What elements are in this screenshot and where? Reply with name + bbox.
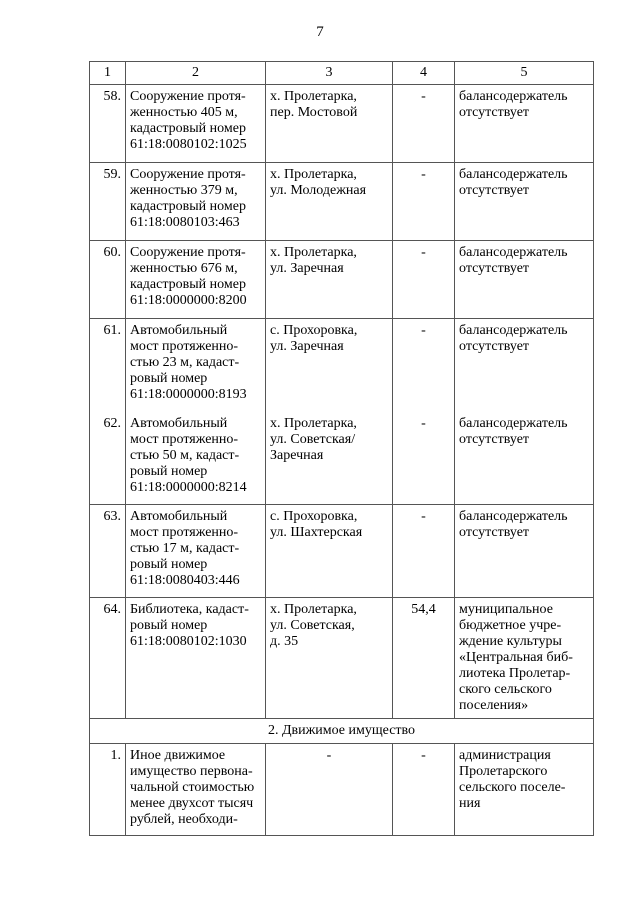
cell-line: х. Пролетарка, [270,415,357,431]
cell-line: с. Прохоровка, [270,509,358,524]
table-row [90,744,594,836]
cell-line: стью 23 м, кадаст- [130,355,240,370]
section-heading-row [90,719,594,744]
table-row [90,598,594,719]
row-number-cell: 62. [90,412,126,505]
holder-cell [455,319,594,412]
header-cell: 1 [90,62,126,85]
row-number-cell: 63. [90,505,126,598]
area-cell: - [393,744,455,836]
cell-line: балансодержатель [459,323,568,338]
cell-line: кадастровый номер [130,277,246,292]
cell-line: 61:18:0080103:463 [130,215,240,230]
holder-cell [455,744,594,836]
cell-line: - [326,748,332,763]
header-cell: 5 [455,62,594,85]
holder-cell [455,85,594,163]
cell-line: ул. Молодежная [270,183,367,198]
cell-line: отсутствует [459,339,530,354]
cell-line: кадастровый номер [130,199,246,214]
holder-cell [455,412,594,505]
header-cell: 2 [126,62,266,85]
address-cell [266,505,393,598]
object-name-cell [126,598,266,719]
table-row [90,505,594,598]
address-cell [266,241,393,319]
cell-line: ждение культуры [459,634,562,649]
cell-line: 61:18:0000000:8200 [130,293,247,308]
address-cell [266,319,393,412]
cell-line: с. Прохоровка, [270,323,358,338]
row-number-cell: 58. [90,85,126,163]
area-cell: - [393,319,455,412]
cell-line: рублей, необходи- [130,812,238,827]
cell-line: ровый номер [130,557,208,572]
cell-line: д. 35 [270,634,299,649]
cell-line: женностью 676 м, [130,261,238,276]
holder-cell [455,241,594,319]
cell-line: сельского поселе- [459,780,566,795]
cell-line: отсутствует [459,105,530,120]
row-number-cell: 1. [90,744,126,836]
cell-line: Сооружение протя- [130,167,246,182]
cell-line: отсутствует [459,183,530,198]
table-row [90,412,594,505]
cell-line: стью 17 м, кадаст- [130,541,240,556]
cell-line: ул. Заречная [270,339,344,354]
cell-line: менее двухсот тысяч [130,796,254,811]
area-cell: - [393,505,455,598]
property-registry-table [89,61,594,836]
row-number-cell: 61. [90,319,126,412]
section-title: 2. Движимое имущество [90,719,594,744]
header-cell: 4 [393,62,455,85]
object-name-cell [126,412,266,505]
holder-cell [455,598,594,719]
object-name-cell [126,85,266,163]
object-name-cell [126,505,266,598]
cell-line: женностью 405 м, [130,105,238,120]
row-number-cell: 60. [90,241,126,319]
cell-line: Сооружение протя- [130,245,246,260]
cell-line: ул. Заречная [270,261,344,276]
row-number-cell: 64. [90,598,126,719]
cell-line: отсутствует [459,525,530,540]
cell-line: Иное движимое [130,748,226,763]
cell-line: х. Пролетарка, [270,245,357,260]
cell-line: женностью 379 м, [130,183,238,198]
cell-line: Автомобильный [130,509,228,524]
cell-line: кадастровый номер [130,121,246,136]
cell-line: Пролетарского [459,764,548,779]
cell-line: имущество первона- [130,764,253,779]
holder-cell [455,163,594,241]
cell-line: 61:18:0080403:446 [130,573,240,588]
cell-line: 61:18:0080102:1025 [130,137,247,152]
cell-line: балансодержатель [459,89,568,104]
table-row [90,85,594,163]
table-row [90,163,594,241]
page-number: 7 [316,24,324,40]
cell-line: «Центральная биб- [459,650,573,665]
cell-line: бюджетное учре- [459,618,562,633]
cell-line: мост протяженно- [130,339,239,354]
header-cell: 3 [266,62,393,85]
table-row [90,241,594,319]
cell-line: ровый номер [130,618,208,633]
address-cell [266,598,393,719]
cell-line: балансодержатель [459,245,568,260]
object-name-cell [126,163,266,241]
cell-line: чальной стоимостью [130,780,255,795]
address-cell [266,163,393,241]
area-cell: - [393,163,455,241]
cell-line: 61:18:0000000:8214 [130,479,247,495]
cell-line: Заречная [270,447,324,463]
cell-line: ул. Советская, [270,618,355,633]
cell-line: лиотека Пролетар- [459,666,571,681]
address-cell [266,85,393,163]
cell-line: ровый номер [130,371,208,386]
cell-line: Сооружение протя- [130,89,246,104]
cell-line: 61:18:0000000:8193 [130,387,247,402]
cell-line: Библиотека, кадаст- [130,602,249,617]
cell-line: 61:18:0080102:1030 [130,634,247,649]
cell-line: ул. Советская/ [270,431,356,447]
cell-line: Автомобильный [130,415,228,431]
cell-line: поселения» [459,698,529,713]
cell-line: ровый номер [130,463,208,479]
cell-line: х. Пролетарка, [270,167,357,182]
cell-line: мост протяженно- [130,525,239,540]
area-cell: - [393,412,455,505]
cell-line: балансодержатель [459,509,568,524]
cell-line: стью 50 м, кадаст- [130,447,240,463]
area-cell: 54,4 [393,598,455,719]
cell-line: отсутствует [459,431,530,447]
cell-line: пер. Мостовой [270,105,358,120]
row-number-cell: 59. [90,163,126,241]
object-name-cell [126,744,266,836]
cell-line: муниципальное [459,602,553,617]
cell-line: балансодержатель [459,415,568,431]
holder-cell [455,505,594,598]
address-cell [266,412,393,505]
cell-line: администрация [459,748,551,763]
cell-line: отсутствует [459,261,530,276]
address-cell [266,744,393,836]
object-name-cell [126,241,266,319]
cell-line: ния [459,796,481,811]
area-cell: - [393,241,455,319]
cell-line: х. Пролетарка, [270,89,357,104]
cell-line: балансодержатель [459,167,568,182]
cell-line: Автомобильный [130,323,228,338]
table-row [90,319,594,412]
object-name-cell [126,319,266,412]
cell-line: х. Пролетарка, [270,602,357,617]
table-header-row [90,62,594,85]
cell-line: мост протяженно- [130,431,239,447]
cell-line: ского сельского [459,682,552,697]
cell-line: ул. Шахтерская [270,525,363,540]
area-cell: - [393,85,455,163]
